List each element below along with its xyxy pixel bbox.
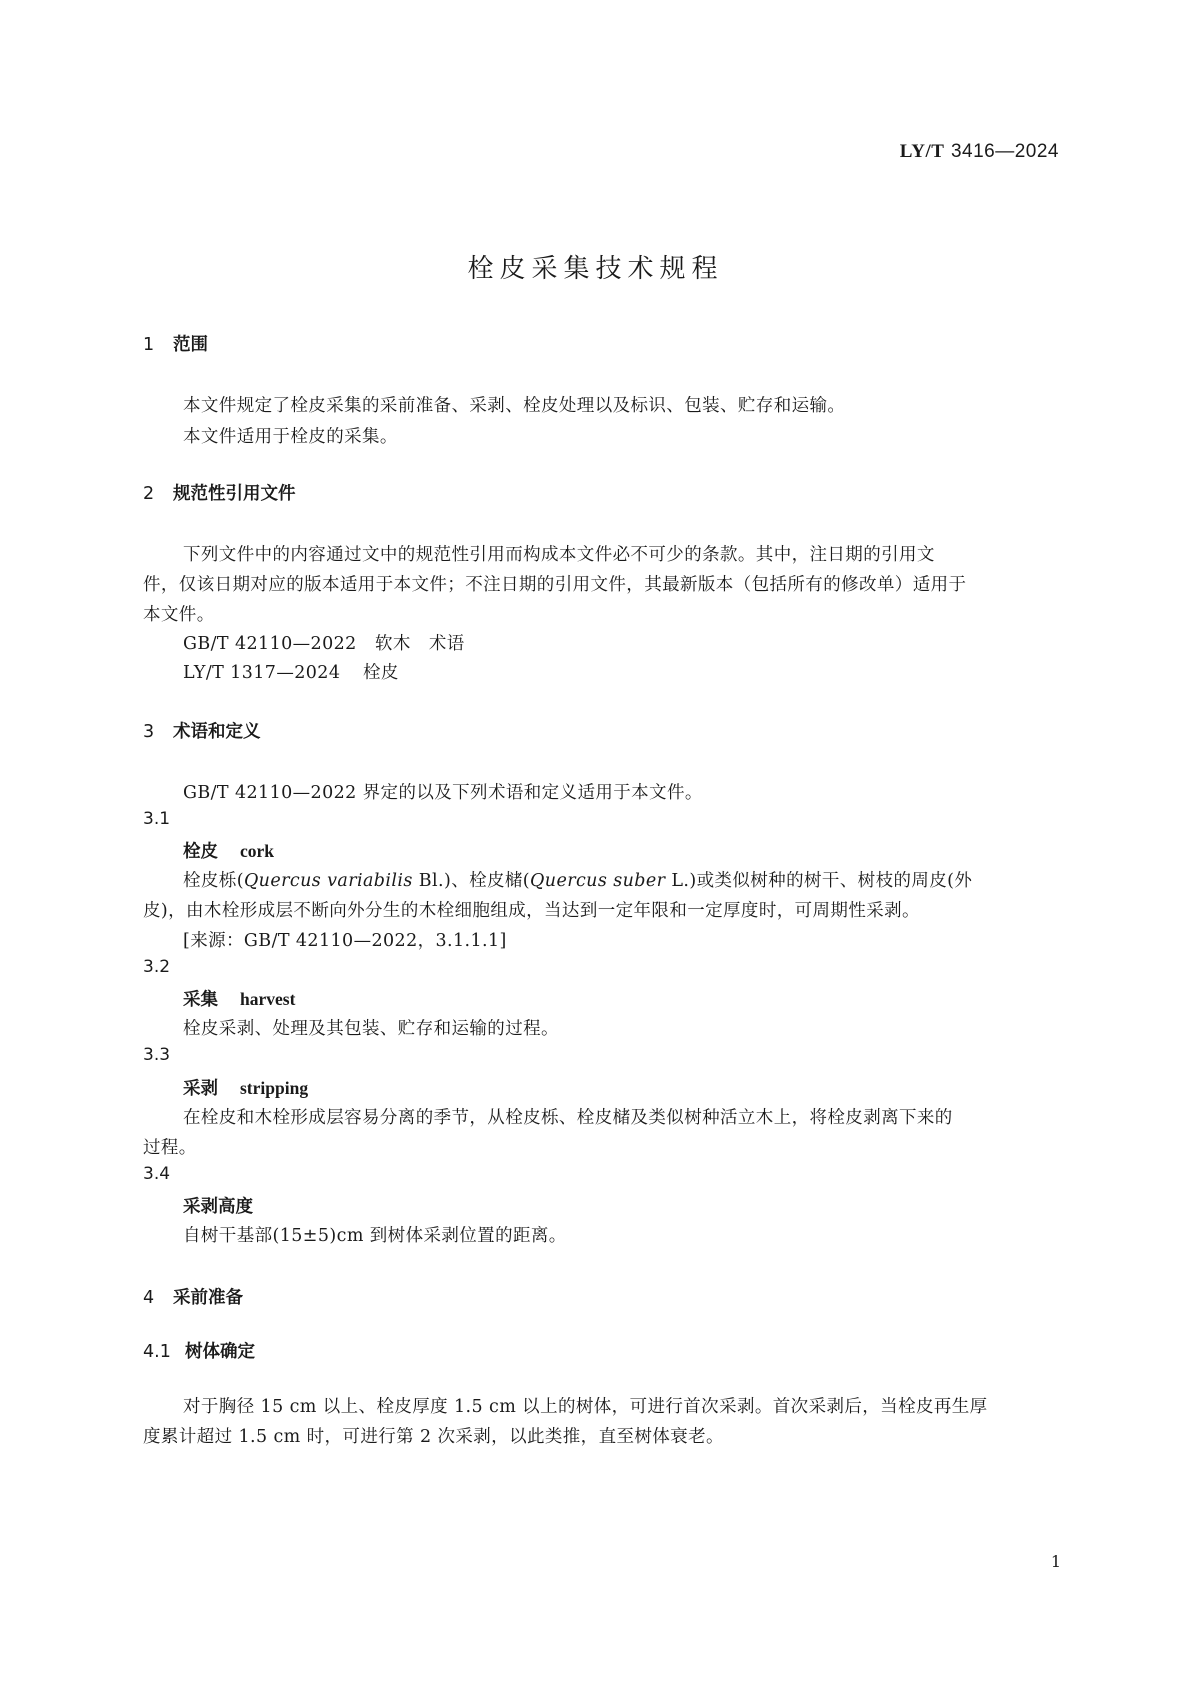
reference-title: 栓皮 bbox=[363, 663, 399, 683]
paragraph-line: 本文件。 bbox=[143, 605, 215, 625]
paragraph: GB/T 42110—2022 界定的以及下列术语和定义适用于本文件。 bbox=[183, 783, 703, 803]
paragraph-line: 对于胸径 15 cm 以上、栓皮厚度 1.5 cm 以上的树体，可进行首次采剥。首次采剥后，当栓皮再生厚 bbox=[183, 1397, 988, 1417]
subsection-title: 树体确定 bbox=[185, 1342, 255, 1362]
definition-line: 栓皮采剥、处理及其包装、贮存和运输的过程。 bbox=[183, 1019, 559, 1039]
term-heading bbox=[183, 986, 295, 1011]
reference-item bbox=[183, 659, 399, 684]
paragraph: 本文件适用于栓皮的采集。 bbox=[183, 427, 398, 447]
paragraph-line: 度累计超过 1.5 cm 时，可进行第 2 次采剥，以此类推，直至树体衰老。 bbox=[143, 1427, 724, 1447]
term-number: 3.3 bbox=[143, 1045, 171, 1065]
term-heading bbox=[183, 1075, 308, 1100]
term-en: cork bbox=[240, 841, 275, 861]
text: Bl.)、栓皮槠( bbox=[412, 871, 531, 891]
definition-line bbox=[183, 867, 972, 892]
definition-line: 过程。 bbox=[143, 1138, 197, 1158]
page-number: 1 bbox=[1050, 1552, 1061, 1571]
standard-number: 3416—2024 bbox=[950, 141, 1059, 162]
section-number: 3 bbox=[143, 722, 155, 742]
section-number: 1 bbox=[143, 335, 155, 355]
term-heading bbox=[183, 838, 274, 863]
term-en: harvest bbox=[240, 989, 296, 1009]
subsection-number: 4.1 bbox=[143, 1342, 171, 1362]
term-heading bbox=[183, 1193, 253, 1218]
reference-title: 软木 bbox=[375, 634, 411, 654]
section-title: 采前准备 bbox=[173, 1288, 243, 1308]
section-3-heading bbox=[143, 718, 261, 743]
section-number: 4 bbox=[143, 1288, 155, 1308]
section-2-heading bbox=[143, 480, 296, 505]
subsection-4-1-heading bbox=[143, 1338, 255, 1363]
reference-item bbox=[183, 630, 465, 655]
latin-name: Quercus suber bbox=[530, 871, 666, 891]
standard-code bbox=[900, 140, 1059, 163]
section-4-heading bbox=[143, 1284, 243, 1309]
paragraph-line: 件，仅该日期对应的版本适用于本文件；不注日期的引用文件，其最新版本（包括所有的修改单）适用于 bbox=[143, 575, 967, 595]
section-number: 2 bbox=[143, 484, 155, 504]
section-title: 规范性引用文件 bbox=[173, 484, 296, 504]
term-zh: 采剥 bbox=[183, 1079, 218, 1099]
document-title: 栓皮采集技术规程 bbox=[467, 254, 724, 284]
definition-line: 自树干基部(15±5)cm 到树体采剥位置的距离。 bbox=[183, 1226, 567, 1246]
term-number: 3.1 bbox=[143, 809, 171, 829]
term-number: 3.2 bbox=[143, 957, 171, 977]
term-zh: 采剥高度 bbox=[183, 1197, 253, 1217]
reference-title: 术语 bbox=[428, 634, 465, 654]
section-title: 范围 bbox=[173, 335, 208, 355]
text: L.)或类似树种的树干、树枝的周皮(外 bbox=[665, 871, 973, 891]
reference-code: LY/T 1317—2024 bbox=[183, 663, 341, 683]
latin-name: Quercus variabilis bbox=[243, 871, 413, 891]
standard-prefix: LY/T bbox=[899, 141, 945, 162]
term-zh: 栓皮 bbox=[183, 842, 218, 862]
text: 栓皮栎( bbox=[183, 871, 244, 891]
section-1-heading bbox=[143, 331, 208, 356]
definition-line: 皮)，由木栓形成层不断向外分生的木栓细胞组成，当达到一定年限和一定厚度时，可周期性采剥。 bbox=[143, 901, 920, 921]
definition-line: 在栓皮和木栓形成层容易分离的季节，从栓皮栎、栓皮槠及类似树种活立木上，将栓皮剥离下来的 bbox=[183, 1108, 953, 1128]
term-zh: 采集 bbox=[183, 990, 218, 1010]
term-number: 3.4 bbox=[143, 1164, 171, 1184]
reference-code: GB/T 42110—2022 bbox=[183, 634, 357, 654]
paragraph-line: 下列文件中的内容通过文中的规范性引用而构成本文件必不可少的条款。其中，注日期的引用文 bbox=[183, 545, 935, 565]
term-en: stripping bbox=[240, 1078, 309, 1098]
term-source: [来源：GB/T 42110—2022，3.1.1.1] bbox=[183, 931, 507, 951]
section-title: 术语和定义 bbox=[173, 722, 261, 742]
paragraph: 本文件规定了栓皮采集的采前准备、采剥、栓皮处理以及标识、包装、贮存和运输。 bbox=[183, 396, 846, 416]
